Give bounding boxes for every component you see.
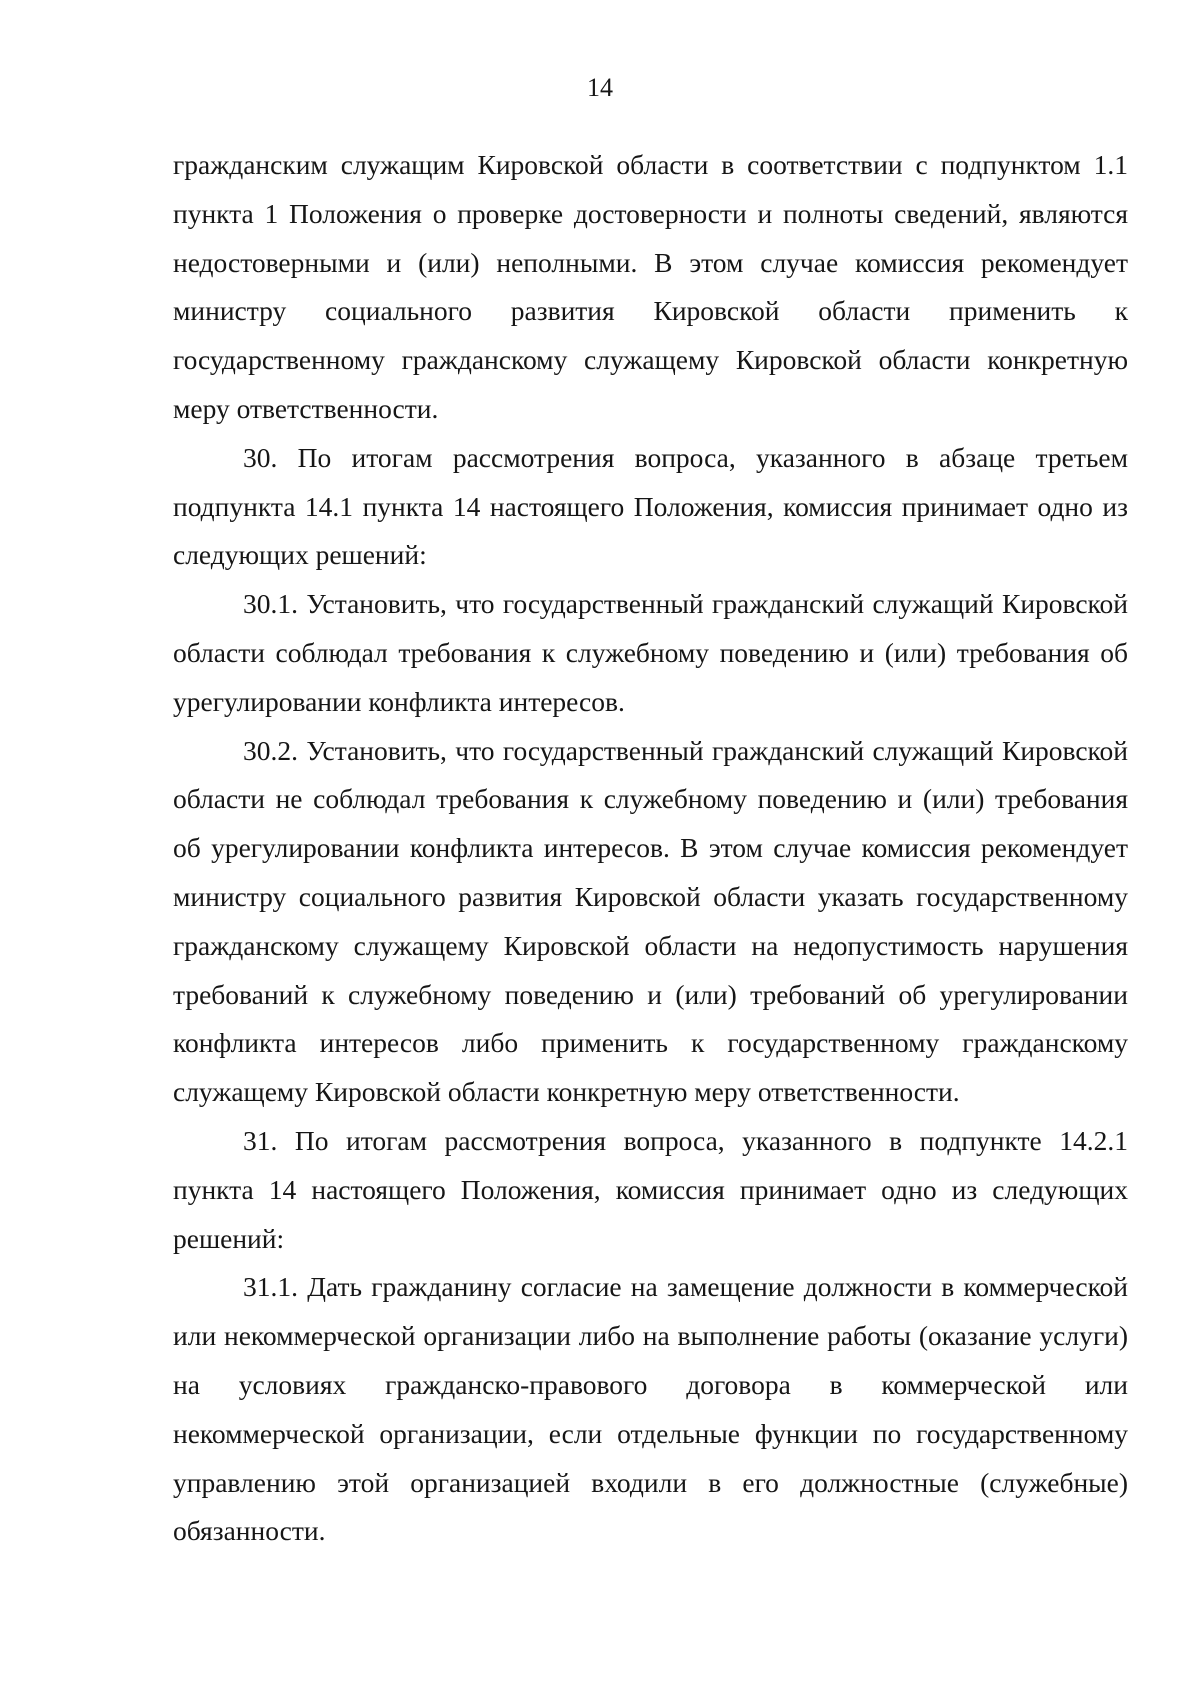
paragraph-31-1: 31.1. Дать гражданину согласие на замещение должности в коммерческой или некоммерческой организации либо на выполнение работы (оказание услуги) на условиях гражданско-правового договора в коммерческой или некоммерческой организации, если отдельные функции по государственному управлению этой организацией входили в его должностные (служебные) обязанности. bbox=[173, 1271, 1128, 1547]
paragraph-30: 30. По итогам рассмотрения вопроса, указанного в абзаце третьем подпункта 14.1 пункта 14 настоящего Положения, комиссия принимает одно из следующих решений: bbox=[173, 441, 1128, 571]
page-number: 14 bbox=[587, 73, 613, 102]
paragraph-continuation: гражданским служащим Кировской области в соответствии с подпунктом 1.1 пункта 1 Положения о проверке достоверности и полноты сведений, являются недостоверными и (или) неполными. В этом случае комиссия рекомендует министру социального развития Кировской области применить к государственному гражданскому служащему Кировской области конкретную меру ответственности. bbox=[173, 149, 1128, 424]
document-body bbox=[173, 141, 1128, 1556]
paragraph-30-2: 30.2. Установить, что государственный гражданский служащий Кировской области не соблюдал требования к служебному поведению и (или) требования об урегулировании конфликта интересов. В этом случае комиссия рекомендует министру социального развития Кировской области указать государственному гражданскому служащему Кировской области на недопустимость нарушения требований к служебному поведению и (или) требований об урегулировании конфликта интересов либо применить к государственному гражданскому служащему Кировской области конкретную меру ответственности. bbox=[173, 734, 1128, 1108]
paragraph-30-1: 30.1. Установить, что государственный гражданский служащий Кировской области соблюдал требования к служебному поведению и (или) требования об урегулировании конфликта интересов. bbox=[173, 588, 1128, 717]
paragraph-31: 31. По итогам рассмотрения вопроса, указанного в подпункте 14.2.1 пункта 14 настоящего Положения, комиссия принимает одно из следующих решений: bbox=[173, 1124, 1128, 1254]
